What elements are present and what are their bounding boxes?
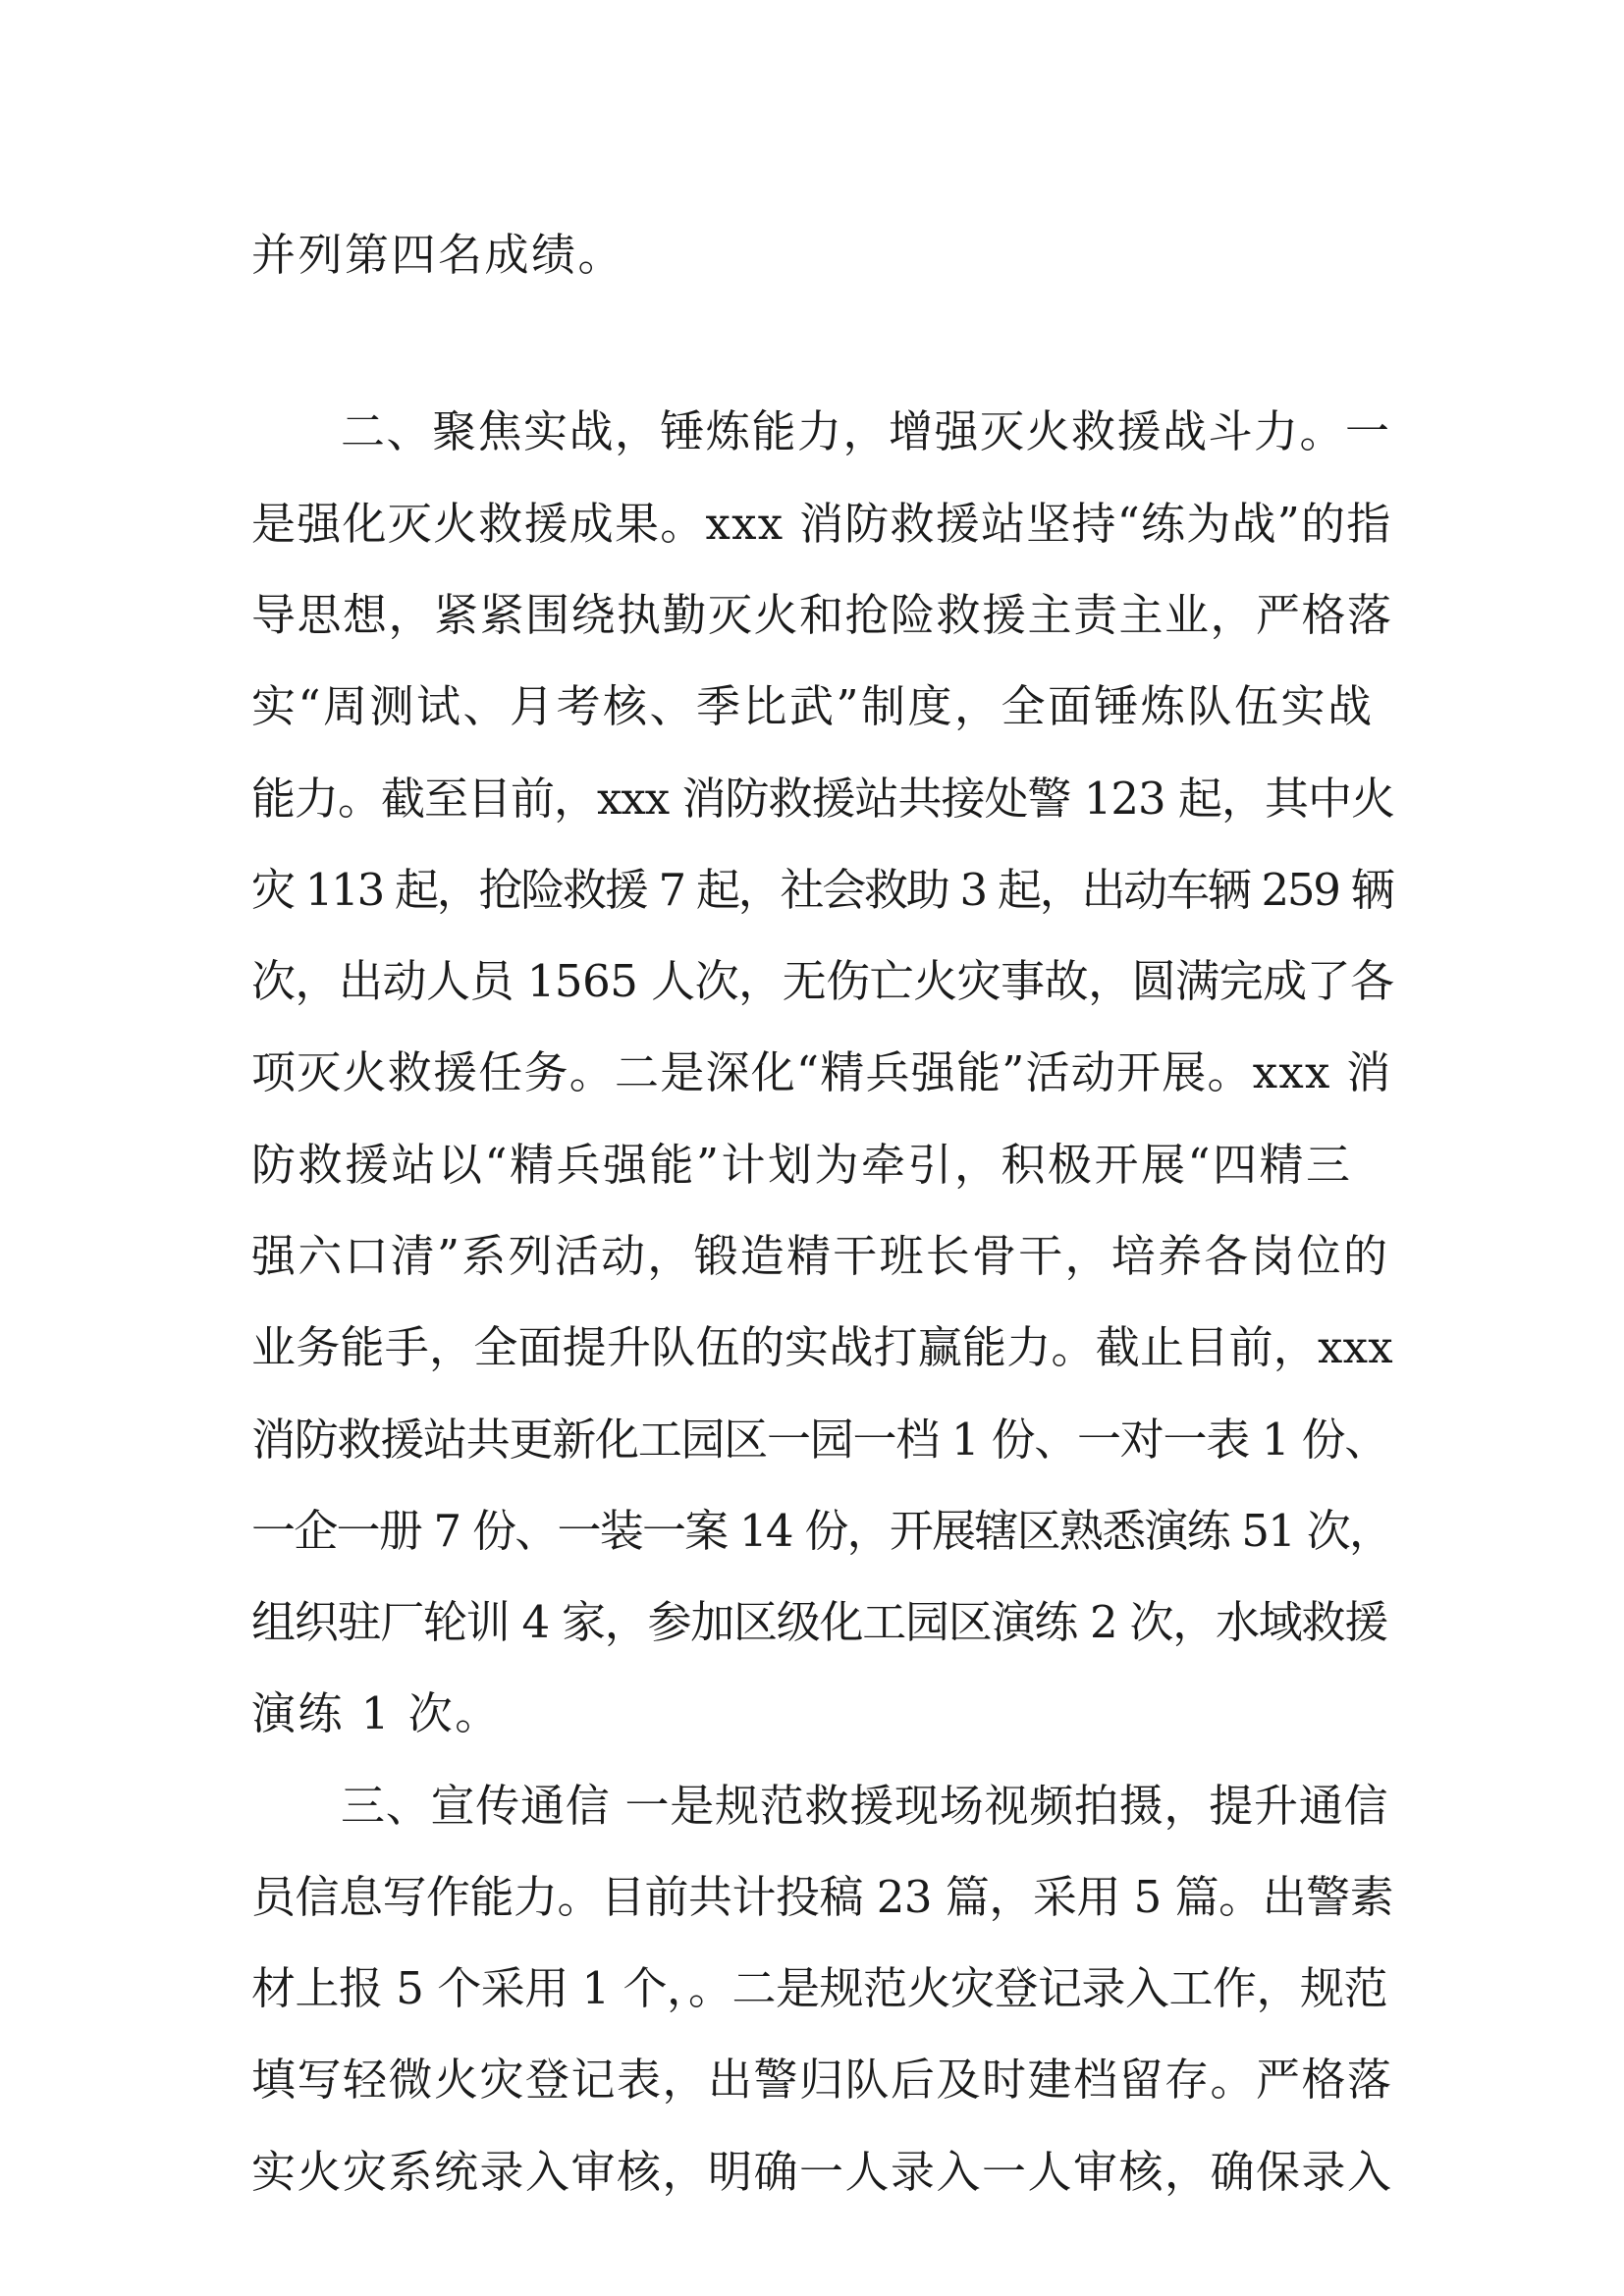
text-line-12: 业务能手，全面提升队伍的实战打赢能力。截止目前，xxx: [251, 1321, 1393, 1373]
text-line-19: 材上报 5 个采用 1 个，。二是规范火灾登记录入工作，规范: [251, 1962, 1387, 2014]
section-heading-2: 二、聚焦实战，锤炼能力，增强灭火救援战斗力。一: [341, 405, 1391, 457]
text-line-5: 实“周测试、月考核、季比武”制度，全面锤炼队伍实战: [251, 680, 1375, 732]
text-line-18: 员信息写作能力。目前共计投稿 23 篇，采用 5 篇。出警素: [251, 1871, 1394, 1923]
text-line-3: 是强化灭火救援成果。xxx 消防救援站坚持“练为战”的指: [251, 498, 1392, 550]
text-line-13: 消防救援站共更新化工园区一园一档 1 份、一对一表 1 份、: [251, 1414, 1387, 1466]
text-line-20: 填写轻微火灾登记表，出警归队后及时建档留存。严格落: [251, 2054, 1393, 2106]
text-line-16: 演练 1 次。: [251, 1687, 502, 1739]
text-line-10: 防救援站以“精兵强能”计划为牵引，积极开展“四精三: [251, 1139, 1353, 1191]
text-line-9: 项灭火救援任务。二是深化“精兵强能”活动开展。xxx 消: [251, 1046, 1392, 1098]
text-line-8: 次，出动人员 1565 人次，无伤亡火灾事故，圆满完成了各: [251, 955, 1394, 1007]
text-line-7: 灾 113 起，抢险救援 7 起，社会救助 3 起，出动车辆 259 辆: [251, 864, 1393, 916]
text-line-15: 组织驻厂轮训 4 家，参加区级化工园区演练 2 次，水域救援: [251, 1596, 1387, 1648]
text-line-11: 强六口清”系列活动，锻造精干班长骨干，培养各岗位的: [251, 1230, 1390, 1282]
text-line-4: 导思想，紧紧围绕执勤灭火和抢险救援主责主业，严格落: [251, 589, 1393, 641]
text-line-6: 能力。截至目前，xxx 消防救援站共接处警 123 起，其中火: [251, 773, 1394, 825]
text-line-21: 实火灾系统录入审核，明确一人录入一人审核，确保录入: [251, 2146, 1393, 2198]
section-heading-3: 三、宣传通信 一是规范救援现场视频拍摄，提升通信: [341, 1780, 1389, 1832]
text-line-14: 一企一册 7 份、一装一案 14 份，开展辖区熟悉演练 51 次，: [251, 1505, 1392, 1557]
text-line-1: 并列第四名成绩。: [251, 229, 625, 281]
